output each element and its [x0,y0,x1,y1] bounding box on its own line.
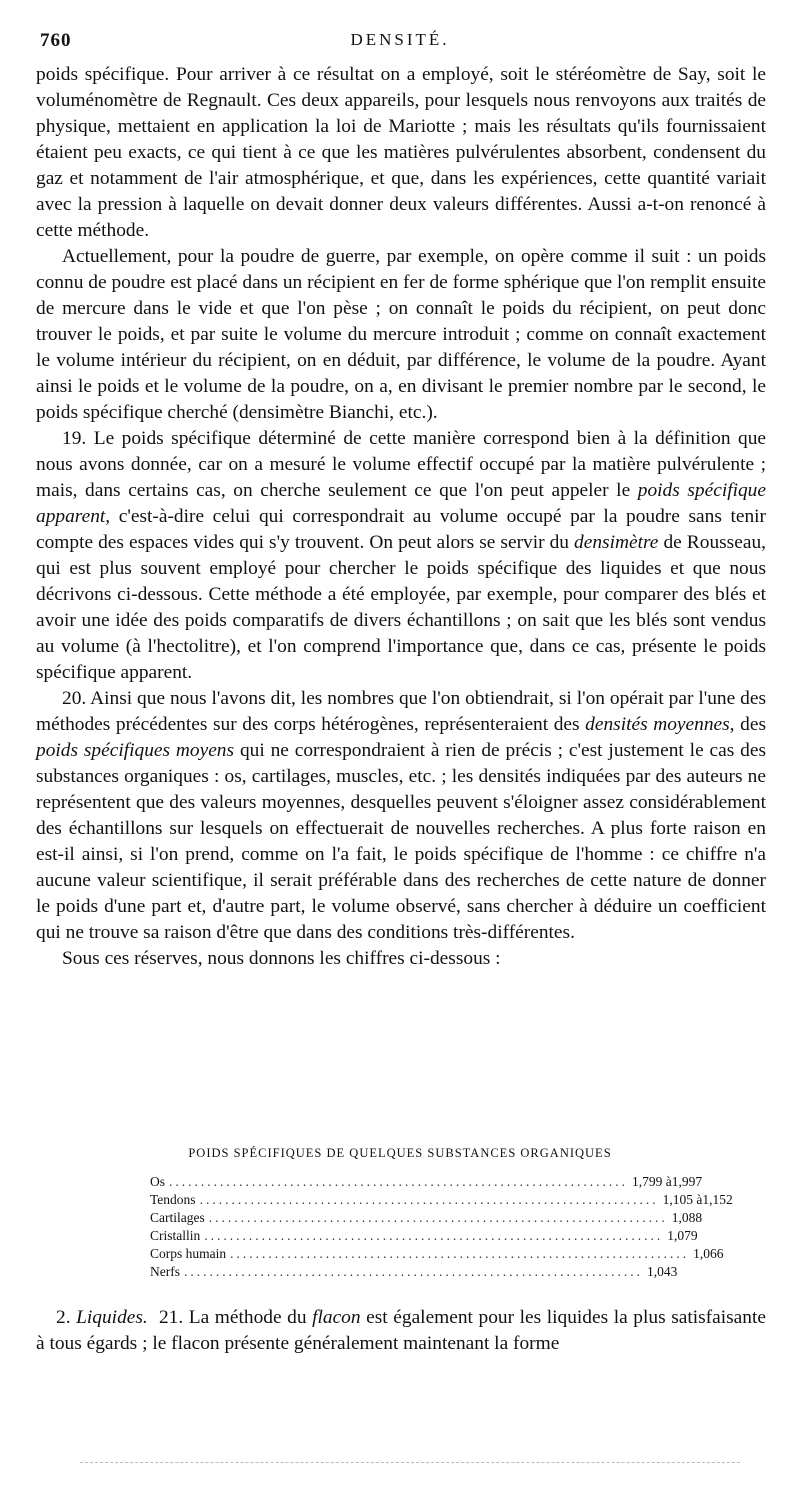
paragraph-text: Le poids spécifique déterminé de cette manière correspond bien à la définition que nous avons donnée, car on a mesuré le volume effectif occupé par la matière pulvérulente ; mais, dans certains cas, on cherche seulement ce que l'on peut appeler le [36,428,766,501]
value-max: 1,997 [671,1174,703,1189]
scan-artifact-line [80,1462,740,1463]
substance-name: Tendons [150,1192,196,1207]
italic-term: poids spécifiques moyens [36,740,235,761]
paragraph-text: des [740,714,766,735]
section-number: 20. [62,688,87,709]
paragraph-21 [36,1305,766,1357]
substance-name: Cristallin [150,1228,201,1243]
substance-name: Corps humain [150,1246,227,1261]
section-number: 21. [158,1307,184,1328]
substance-name: Nerfs [150,1264,180,1279]
dot-leader: ........................................................................ [208,1210,668,1225]
section-liquides [36,1305,766,1357]
dot-leader: ........................................................................ [204,1228,664,1243]
value-max: 1,066 [693,1246,724,1261]
paragraph-2: Actuellement, pour la poudre de guerre, par exemple, on opère comme il suit : un poids connu de poudre est placé dans un récipient en fer de forme sphérique que l'on remplit ensuite de mercure dans le vide et que l'on pèse ; on connaît le poids du récipient, on peut donc trouver le poids, et par suite le volume du mercure introduit ; comme on connaît exactement le volume intérieur du récipient, on en déduit, par différence, le volume de la poudre. Ayant ainsi le poids et le volume de la poudre, on a, en divisant le premier nombre par le second, le poids spécifique cherché (densimètre Bianchi, etc.). [36,246,766,423]
value-min: 1,799 à [632,1174,672,1189]
section-number: 19. [62,428,87,449]
table-row [150,1227,698,1245]
value-max: 1,079 [667,1228,698,1243]
italic-term: densités moyennes, [585,714,735,735]
paragraph-text: c'est-à-dire celui qui correspondrait au volume occupé par la poudre sans tenir compte des espaces vides qui s'y trouvent. On peut alors se servir du [36,506,766,553]
section-heading: Liquides. [76,1307,148,1328]
dot-leader: ........................................................................ [169,1174,629,1189]
paragraph-text: de Rousseau, qui est plus souvent employé pour chercher le poids spécifique des liquides et que nous décrivons ci-dessous. Cette méthode a été employée, par exemple, pour comparer des blés et avoir une idée des poids comparatifs de divers échantillons ; on sait que les blés sont vendus au volume (à l'hectolitre), et l'on comprend l'importance que, dans ce cas, présente le poids spécifique apparent. [36,532,766,683]
value-min: 1,105 à [662,1192,703,1207]
italic-term: densimètre [574,532,659,553]
paragraph-19 [36,426,766,686]
dot-leader: ........................................................................ [184,1264,643,1279]
table-title: POIDS SPÉCIFIQUES DE QUELQUES SUBSTANCES ORGANIQUES [188,1146,612,1160]
value-max: 1,043 [647,1264,678,1279]
section-label: 2. [56,1307,71,1328]
paragraph-intro-table: Sous ces réserves, nous donnons les chiffres ci-dessous : [62,948,501,969]
dot-leader: ........................................................................ [199,1192,659,1207]
substance-name: Os [150,1174,166,1189]
table-row [150,1191,733,1209]
paragraph-1: poids spécifique. Pour arriver à ce résultat on a employé, soit le stéréomètre de Say, soit le voluménomètre de Regnault. Ces deux appareils, pour lesquels nous renvoyons aux traités de physique, mettaient en application la loi de Mariotte ; mais les résultats qu'ils fournissaient étaient peu exacts, ce qui tient à ce que les matières pulvérulentes absorbent, condensent du gaz et notamment de l'air atmosphérique, et que, dans les expériences, cette quantité variait avec la pression à laquelle on devait donner deux valeurs différentes. Aussi a-t-on renoncé à cette méthode. [36,64,766,241]
paragraph-text: La méthode du [188,1307,307,1328]
paragraph-text: est également pour les liquides la plus satisfaisante à tous égards ; le flacon présente généralement maintenant la forme [36,1307,766,1354]
table-row [150,1173,703,1191]
specific-weights-table [150,1146,733,1281]
table-row [150,1245,724,1263]
value-max: 1,152 [702,1192,733,1207]
paragraph-20 [36,686,766,946]
dot-leader: ........................................................................ [230,1246,690,1261]
paragraph-text: qui ne correspondraient à rien de précis ; c'est justement le cas des substances organiques : os, cartilages, muscles, etc. ; les densités indiquées par des auteurs ne représentent que des valeurs moyennes, desquelles peuvent s'éloigner assez considérablement des échantillons sur lesquels on effectuerait de nouvelles recherches. A plus forte raison en est-il ainsi, si l'on prend, comme on l'a fait, le poids spécifique de l'homme : ce chiffre n'a aucune valeur scientifique, il serait préférable dans des recherches de cette nature de donner le poids d'une part et, d'autre part, le volume observé, sans chercher à déduire un coefficient qui ne trouve sa raison d'être que dans des conditions très-différentes. [36,740,767,943]
italic-term: flacon [312,1307,361,1328]
paragraph-text: Ainsi que nous l'avons dit, les nombres que l'on obtiendrait, si l'on opérait par l'une des méthodes précédentes sur des corps hétérogènes, représenteraient des [36,688,766,735]
table-row [150,1209,703,1227]
substance-name: Cartilages [150,1210,205,1225]
italic-term: poids spécifique apparent, [36,480,766,527]
page-number: 760 [40,30,72,51]
running-title: DENSITÉ. [350,30,450,49]
value-max: 1,088 [671,1210,703,1225]
page-header [40,30,760,58]
body-text [36,62,766,972]
table-row [150,1263,678,1281]
